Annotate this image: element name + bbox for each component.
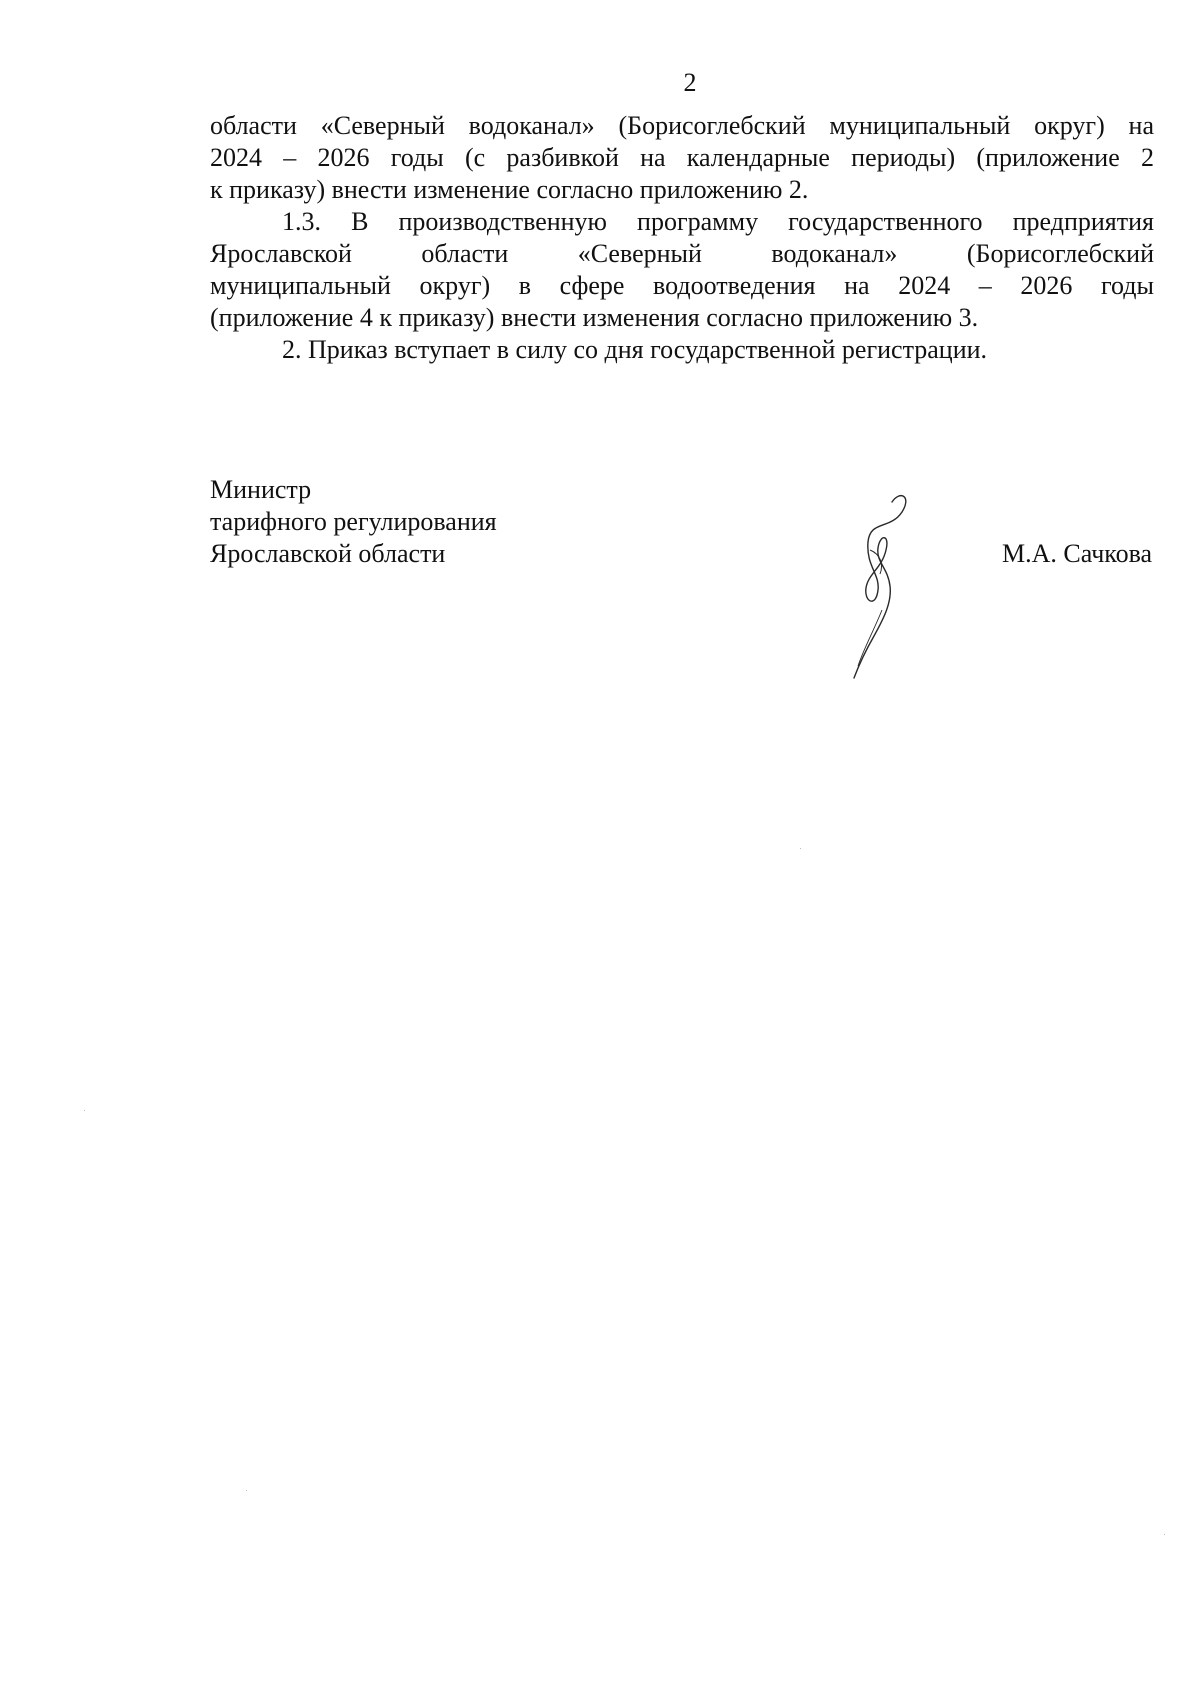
- paragraph-item-2: [210, 334, 1154, 366]
- text-line: 2024 – 2026 годы (с разбивкой на календарные периоды) (приложение 2: [210, 143, 1154, 172]
- text-line: области «Северный водоканал» (Борисоглебский муниципальный округ) на: [210, 111, 1154, 140]
- text-line: к приказу) внести изменение согласно приложению 2.: [210, 175, 809, 204]
- signer-name: М.А. Сачкова: [1002, 539, 1153, 568]
- scan-speck: [800, 848, 801, 849]
- position-line: Ярославской области: [210, 539, 446, 568]
- text-line: муниципальный округ) в сфере водоотведения на 2024 – 2026 годы: [210, 271, 1154, 300]
- text-line: 2. Приказ вступает в силу со дня государственной регистрации.: [282, 335, 988, 364]
- signer-position: [210, 474, 497, 570]
- text-line: (приложение 4 к приказу) внести изменения согласно приложению 3.: [210, 303, 979, 332]
- text-line: 1.3. В производственную программу государственного предприятия: [282, 207, 1154, 236]
- paragraph-amendment-continuation: [210, 110, 1154, 206]
- scan-speck: [246, 1490, 247, 1491]
- handwritten-signature: [840, 490, 940, 685]
- text-line: Ярославской области «Северный водоканал» (Борисоглебский: [210, 239, 1154, 268]
- scan-speck: [84, 1110, 85, 1111]
- page-number: 2: [683, 68, 697, 97]
- document-body: [210, 110, 1154, 366]
- paragraph-item-1-3: [210, 206, 1154, 334]
- position-line: Министр: [210, 475, 312, 504]
- position-line: тарифного регулирования: [210, 507, 497, 536]
- scan-speck: [1164, 1534, 1165, 1535]
